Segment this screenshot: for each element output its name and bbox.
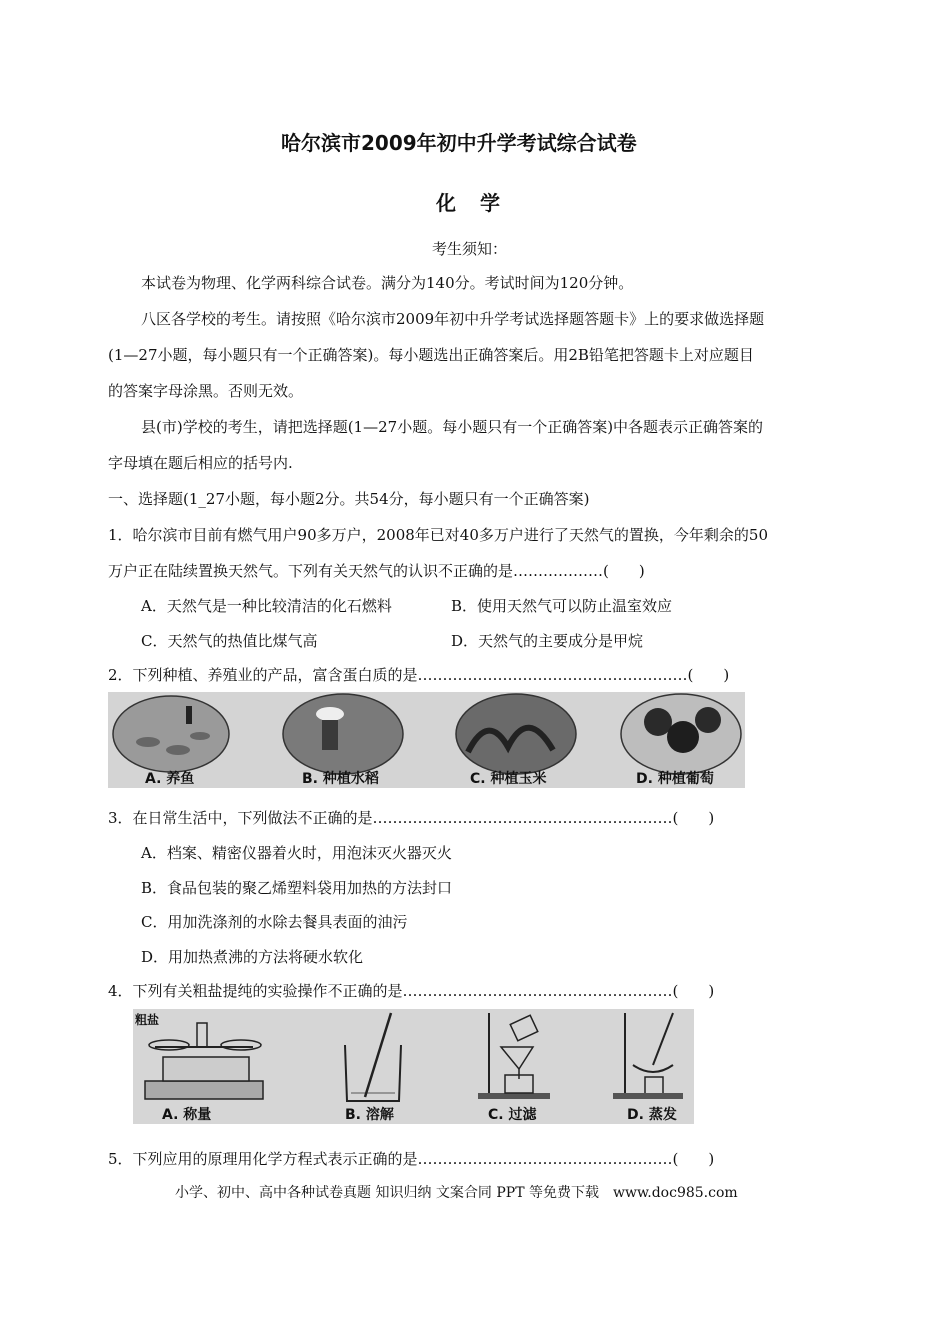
evaporation-dish-icon	[613, 1013, 683, 1099]
q4-figure	[133, 1009, 694, 1124]
q4-stem: 4．下列有关粗盐提纯的实验操作不正确的是………………………………………………( )	[108, 982, 715, 1000]
q1-option-b: B．使用天然气可以防止温室效应	[451, 597, 673, 615]
q2-caption-d: D. 种植葡萄	[636, 771, 714, 787]
q2-caption-c: C. 种植玉米	[470, 771, 547, 787]
q2-caption-b: B. 种植水稻	[302, 771, 379, 787]
instruction-line: 八区各学校的考生。请按照《哈尔滨市2009年初中升学考试选择题答题卡》上的要求做选择题	[141, 310, 765, 328]
q3-stem: 3．在日常生活中，下列做法不正确的是……………………………………………………( )	[108, 809, 715, 827]
balance-icon	[145, 1023, 263, 1099]
subject-title: 化 学	[436, 191, 502, 215]
q2-figure	[108, 692, 745, 788]
q4-caption-a: A. 称量	[162, 1107, 212, 1123]
q4-caption-d: D. 蒸发	[627, 1107, 677, 1123]
q1-option-d: D．天然气的主要成分是甲烷	[451, 632, 644, 650]
q1-option-c: C．天然气的热值比煤气高	[141, 632, 318, 650]
q1-option-a: A．天然气是一种比较清洁的化石燃料	[141, 597, 392, 615]
q5-stem: 5．下列应用的原理用化学方程式表示正确的是……………………………………………( )	[108, 1150, 715, 1168]
fish-pond-photo	[113, 696, 229, 772]
q3-option-b: B．食品包装的聚乙烯塑料袋用加热的方法封口	[141, 879, 453, 897]
rice-field-photo	[283, 694, 403, 774]
q2-caption-a: A. 养鱼	[145, 771, 195, 787]
crude-salt-label: 粗盐	[135, 1013, 160, 1027]
q3-option-d: D．用加热煮沸的方法将硬水软化	[141, 948, 364, 966]
q2-stem: 2．下列种植、养殖业的产品，富含蛋白质的是………………………………………………( )	[108, 666, 730, 684]
q3-option-a: A．档案、精密仪器着火时，用泡沫灭火器灭火	[141, 844, 452, 862]
q4-caption-c: C. 过滤	[488, 1107, 537, 1123]
instruction-line: 字母填在题后相应的括号内.	[108, 454, 293, 472]
instruction-line: 县(市)学校的考生，请把选择题(1—27小题。每小题只有一个正确答案)中各题表示正确答案的	[141, 418, 764, 436]
q1-stem-line1: 1．哈尔滨市目前有燃气用户90多万户，2008年已对40多万户进行了天然气的置换，今年剩余的50	[108, 526, 768, 544]
instruction-line: 本试卷为物理、化学两科综合试卷。满分为140分。考试时间为120分钟。	[141, 274, 634, 292]
notice-heading: 考生须知：	[432, 240, 508, 258]
q3-option-c: C．用加洗涤剂的水除去餐具表面的油污	[141, 913, 408, 931]
q1-stem-line2: 万户正在陆续置换天然气。下列有关天然气的认识不正确的是………………( )	[108, 562, 645, 580]
page-footer: 小学、初中、高中各种试卷真题 知识归纳 文案合同 PPT 等免费下载 www.doc985.com	[175, 1185, 738, 1201]
instruction-line: (1—27小题，每小题只有一个正确答案)。每小题选出正确答案后。用2B铅笔把答题卡上对应题目	[108, 346, 754, 364]
beaker-icon	[345, 1013, 401, 1101]
instruction-line: 的答案字母涂黑。否则无效。	[108, 382, 304, 400]
exam-title: 哈尔滨市2009年初中升学考试综合试卷	[281, 131, 637, 155]
q4-caption-b: B. 溶解	[345, 1107, 394, 1123]
filter-stand-icon	[478, 1013, 550, 1099]
section-heading: 一、选择题(1_27小题，每小题2分。共54分，每小题只有一个正确答案)	[108, 490, 590, 508]
q4-apparatus	[133, 1009, 694, 1124]
